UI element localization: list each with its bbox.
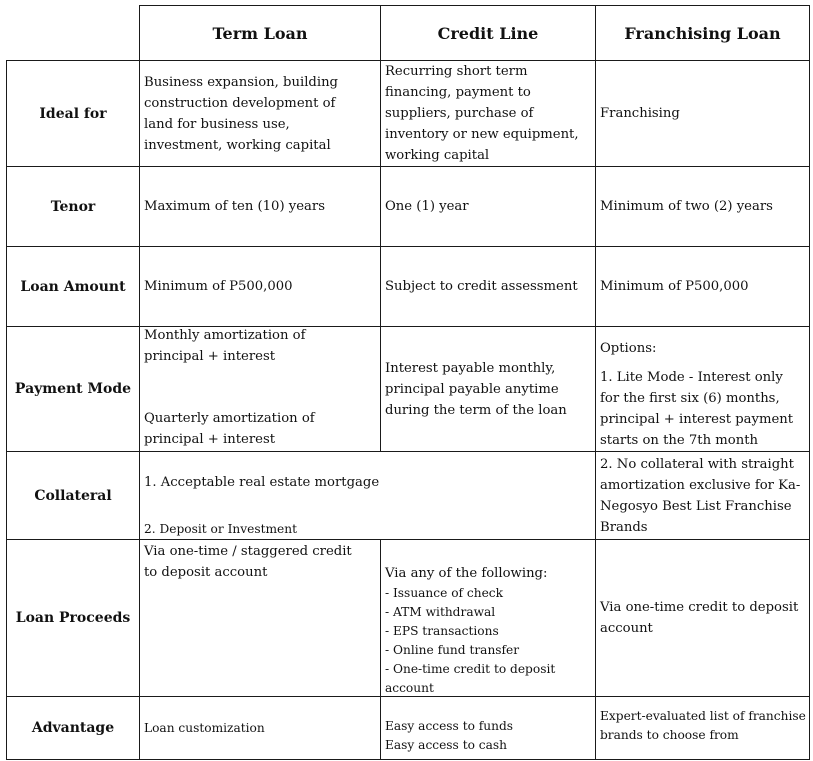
text-line: 1. Lite Mode - Interest only xyxy=(600,370,783,385)
row-label-ideal-for: Ideal for xyxy=(6,60,140,167)
text-line: during the term of the loan xyxy=(385,402,567,418)
row-label-advantage: Advantage xyxy=(6,696,140,760)
options-label: Options: xyxy=(600,341,657,356)
loan-amount-franchising-loan xyxy=(595,246,810,327)
text-line: Via one-time / staggered credit xyxy=(144,544,352,559)
collateral-franchising-loan xyxy=(595,451,810,540)
loan-amount-term-loan xyxy=(139,246,381,327)
list-item: - Issuance of check xyxy=(385,586,504,600)
row-label-loan-amount: Loan Amount xyxy=(6,246,140,327)
text-line: Minimum of two (2) years xyxy=(600,199,773,214)
text-line: for the first six (6) months, xyxy=(600,391,780,406)
text-line: to deposit account xyxy=(144,565,268,580)
text-line: inventory or new equipment, xyxy=(385,127,579,142)
text-line: Negosyo Best List Franchise xyxy=(600,499,792,514)
payment-mode-term-loan xyxy=(139,326,381,452)
list-item: - Online fund transfer xyxy=(385,643,520,657)
advantage-franchising-loan xyxy=(595,696,810,760)
list-item: - ATM withdrawal xyxy=(385,605,496,619)
header-credit-line: Credit Line xyxy=(380,5,596,61)
text-line: Recurring short term xyxy=(385,64,528,79)
ideal-for-franchising-loan xyxy=(595,60,810,167)
text-line: principal + interest payment xyxy=(600,412,794,427)
tenor-credit-line xyxy=(380,166,596,247)
loan-proceeds-credit-line xyxy=(380,539,596,697)
text-line: Interest payable monthly, xyxy=(385,360,556,376)
text-line: Via any of the following: xyxy=(385,566,548,581)
text-line: brands to choose from xyxy=(600,728,739,742)
advantage-term-loan xyxy=(139,696,381,760)
text-line: account xyxy=(600,621,653,636)
header-franchising-loan: Franchising Loan xyxy=(595,5,810,61)
tenor-term-loan xyxy=(139,166,381,247)
advantage-credit-line xyxy=(380,696,596,760)
text-line: 2. No collateral with straight xyxy=(600,457,794,472)
text-line: Franchising xyxy=(600,106,680,121)
list-item: - EPS transactions xyxy=(385,624,499,638)
text-line: Brands xyxy=(600,520,648,535)
text-line: Easy access to funds xyxy=(385,719,514,733)
text-line: One (1) year xyxy=(385,199,469,214)
text-line: Minimum of P500,000 xyxy=(600,279,749,294)
payment-mode-credit-line xyxy=(380,326,596,452)
text-line: principal payable anytime xyxy=(385,381,559,397)
loan-proceeds-term-loan xyxy=(139,539,381,697)
text-line: Monthly amortization of xyxy=(144,328,306,343)
loan-amount-credit-line xyxy=(380,246,596,327)
text-line: investment, working capital xyxy=(144,137,331,153)
collateral-merged-cell xyxy=(139,451,596,540)
list-item: account xyxy=(385,681,434,695)
row-label-tenor: Tenor xyxy=(6,166,140,247)
text-line: suppliers, purchase of xyxy=(385,106,534,121)
payment-mode-franchising-loan xyxy=(595,326,810,452)
text-line: starts on the 7th month xyxy=(600,433,759,448)
text-line: Minimum of P500,000 xyxy=(144,279,293,294)
row-label-collateral: Collateral xyxy=(6,451,140,540)
text-line: Business expansion, building xyxy=(144,74,339,90)
loan-proceeds-franchising-loan xyxy=(595,539,810,697)
tenor-franchising-loan xyxy=(595,166,810,247)
text-line: construction development of xyxy=(144,95,336,111)
ideal-for-term-loan xyxy=(139,60,381,167)
text-line: Subject to credit assessment xyxy=(385,279,578,294)
text-line: working capital xyxy=(385,148,490,163)
list-item: - One-time credit to deposit xyxy=(385,662,556,676)
text-line: principal + interest xyxy=(144,349,276,364)
text-line: Easy access to cash xyxy=(385,738,507,752)
collateral-option-1: 1. Acceptable real estate mortgage xyxy=(144,475,380,490)
text-line: Expert-evaluated list of franchise xyxy=(600,709,806,723)
row-label-loan-proceeds: Loan Proceeds xyxy=(6,539,140,697)
header-term-loan: Term Loan xyxy=(139,5,381,61)
text-line: Quarterly amortization of xyxy=(144,411,315,426)
text-line: financing, payment to xyxy=(385,85,531,100)
text-line: principal + interest xyxy=(144,432,276,447)
text-line: Loan customization xyxy=(144,720,265,735)
text-line: Via one-time credit to deposit xyxy=(600,600,799,615)
row-label-payment-mode: Payment Mode xyxy=(6,326,140,452)
text-line: land for business use, xyxy=(144,116,290,132)
text-line: amortization exclusive for Ka- xyxy=(600,478,801,493)
ideal-for-credit-line xyxy=(380,60,596,167)
text-line: Maximum of ten (10) years xyxy=(144,199,325,214)
collateral-option-2: 2. Deposit or Investment xyxy=(144,522,298,536)
